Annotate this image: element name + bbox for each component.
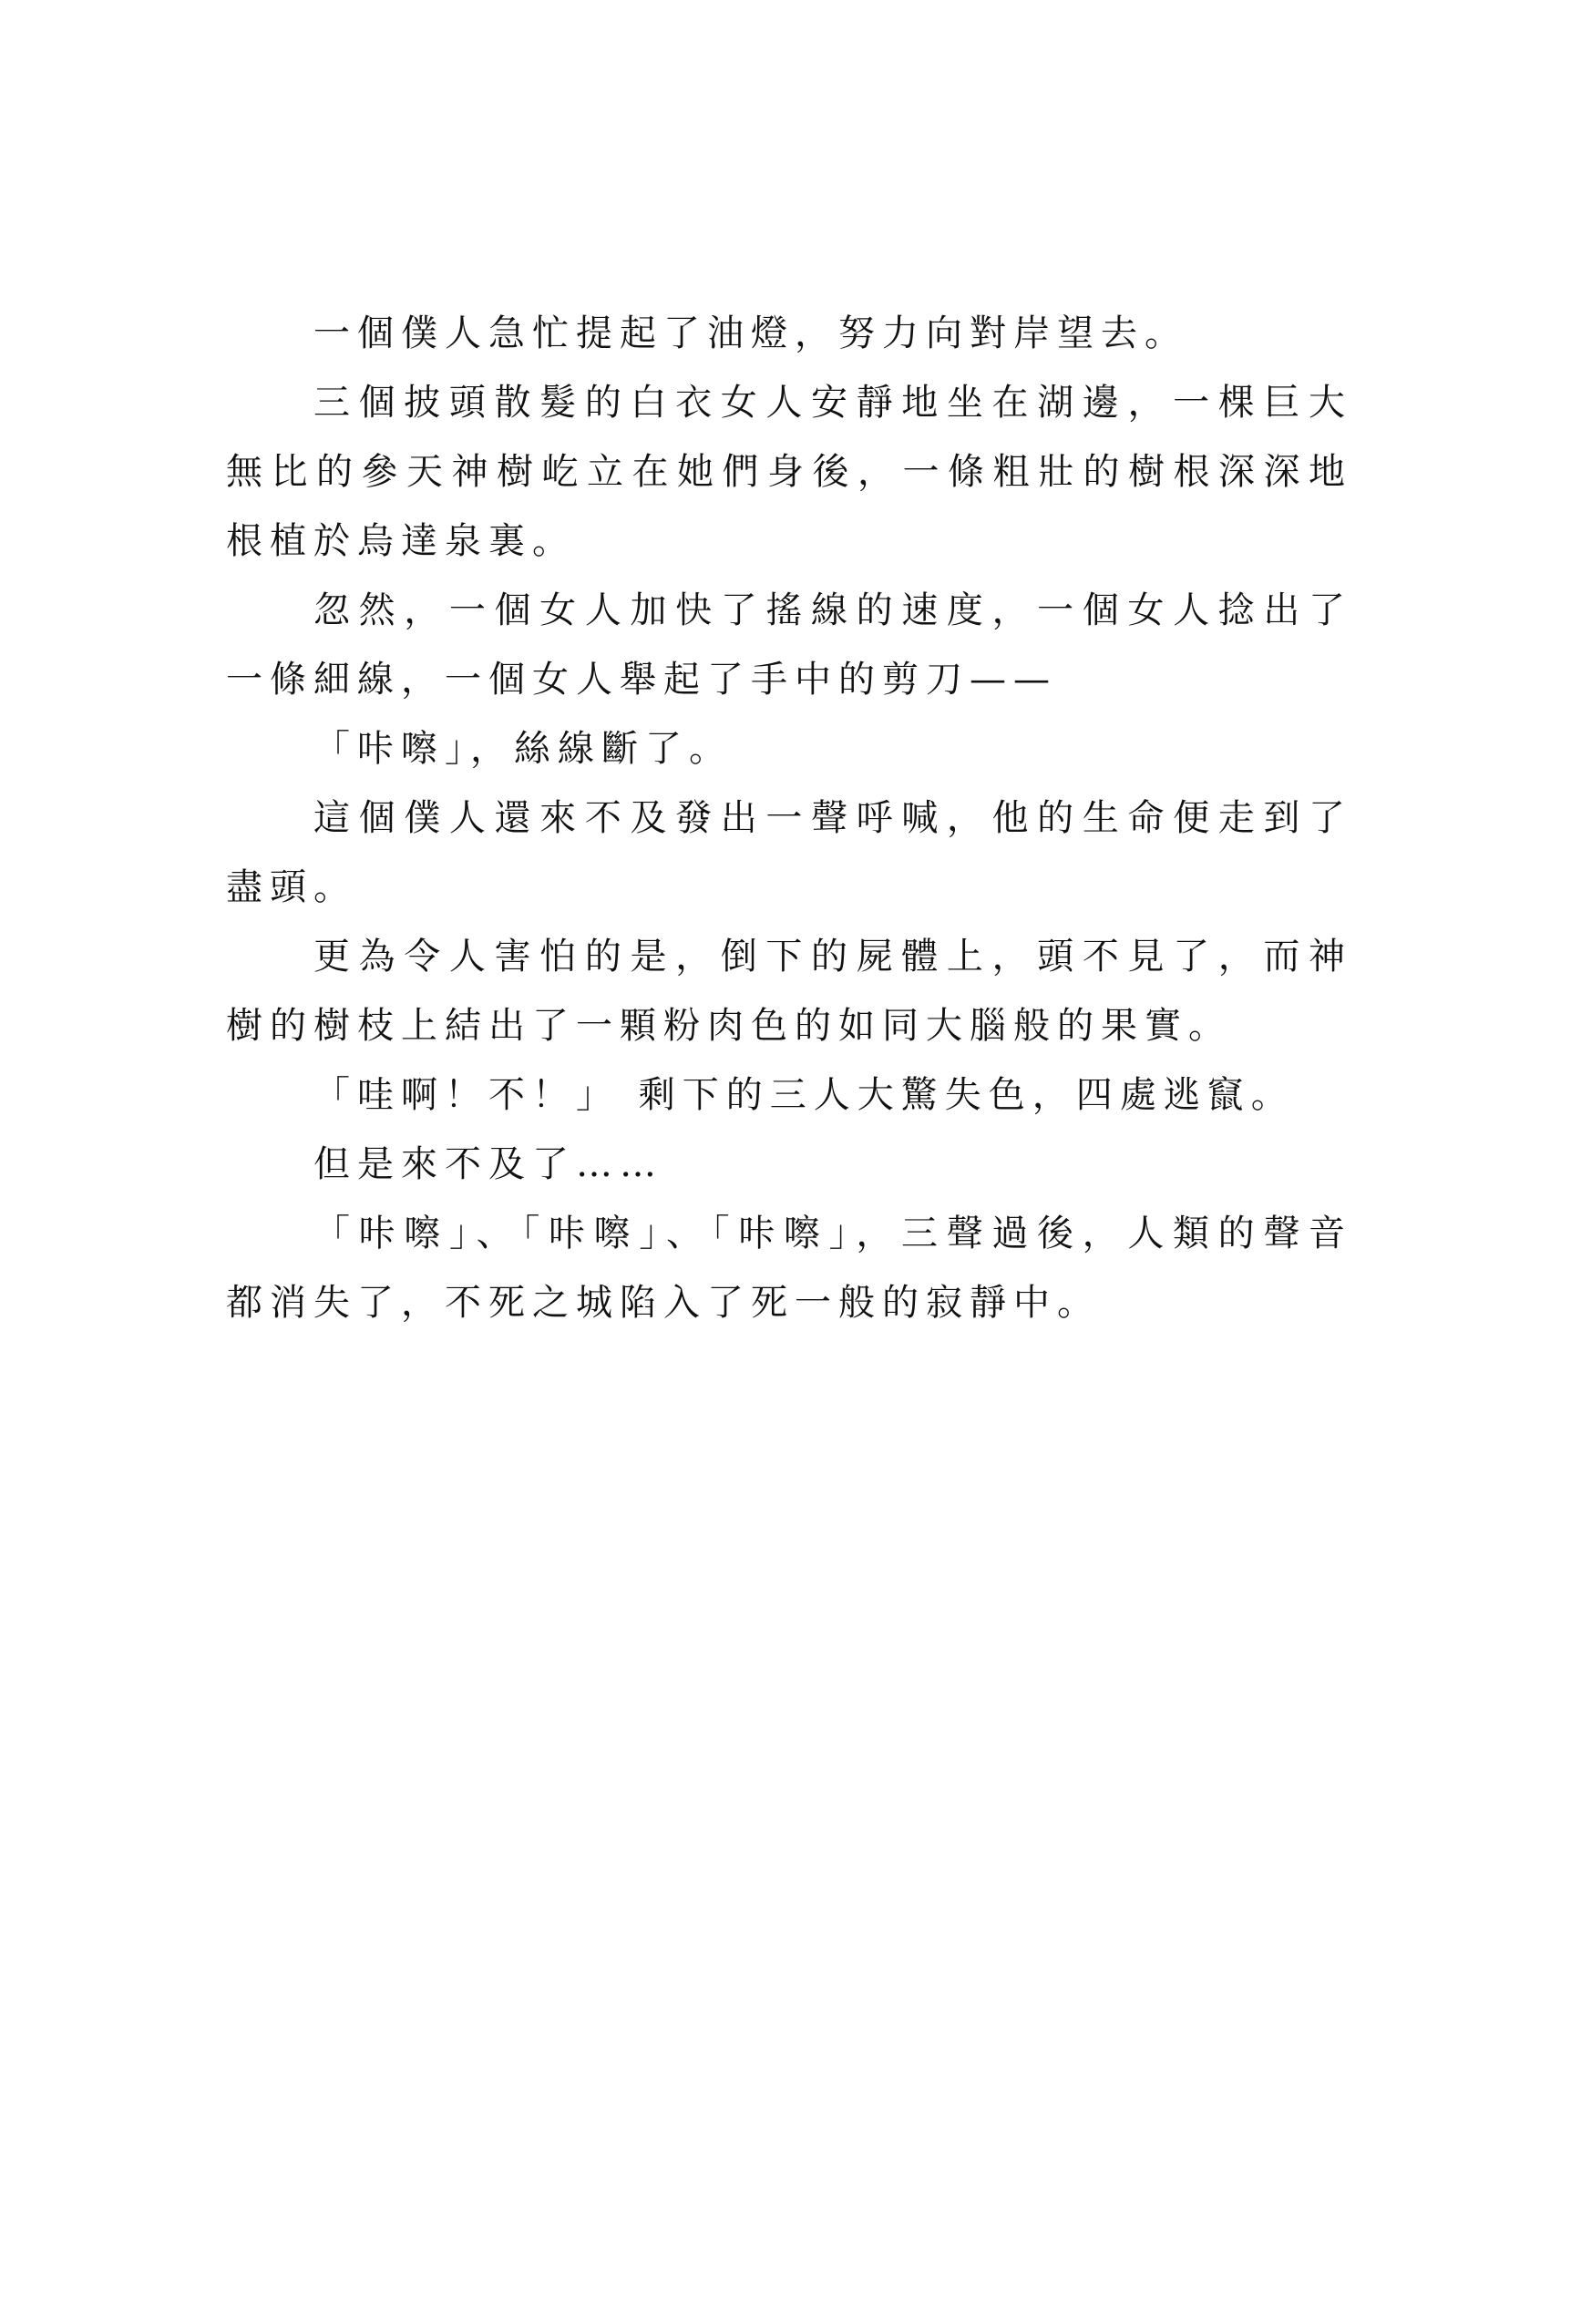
paragraph: 「哇啊！不！」 剩下的三人大驚失色，四處逃竄。 bbox=[313, 1074, 1295, 1116]
paragraph: 「咔嚓」，絲線斷了。 bbox=[313, 728, 733, 770]
paragraph: 忽然，一個女人加快了搖線的速度，一個女人捻出了一條細線，一個女人舉起了手中的剪刀—— bbox=[226, 589, 1352, 701]
paragraph: 「咔嚓」、「咔嚓」、「咔嚓」，三聲過後，人類的聲音都消失了，不死之城陷入了死一般的寂靜中。 bbox=[226, 1213, 1352, 1324]
paragraph: 三個披頭散髮的白衣女人安靜地坐在湖邊，一棵巨大無比的參天神樹屹立在她們身後，一條粗壯的樹根深深地根植於烏達泉裏。 bbox=[226, 382, 1352, 562]
paragraph: 但是來不及了…… bbox=[313, 1143, 663, 1185]
paragraph: 一個僕人急忙提起了油燈，努力向對岸望去。 bbox=[313, 312, 1188, 354]
body-text bbox=[226, 299, 1352, 1337]
paragraph: 這個僕人還來不及發出一聲呼喊，他的生命便走到了盡頭。 bbox=[226, 797, 1352, 908]
paragraph: 更為令人害怕的是，倒下的屍體上，頭不見了，而神樹的樹枝上結出了一顆粉肉色的如同大腦般的果實。 bbox=[226, 936, 1352, 1047]
